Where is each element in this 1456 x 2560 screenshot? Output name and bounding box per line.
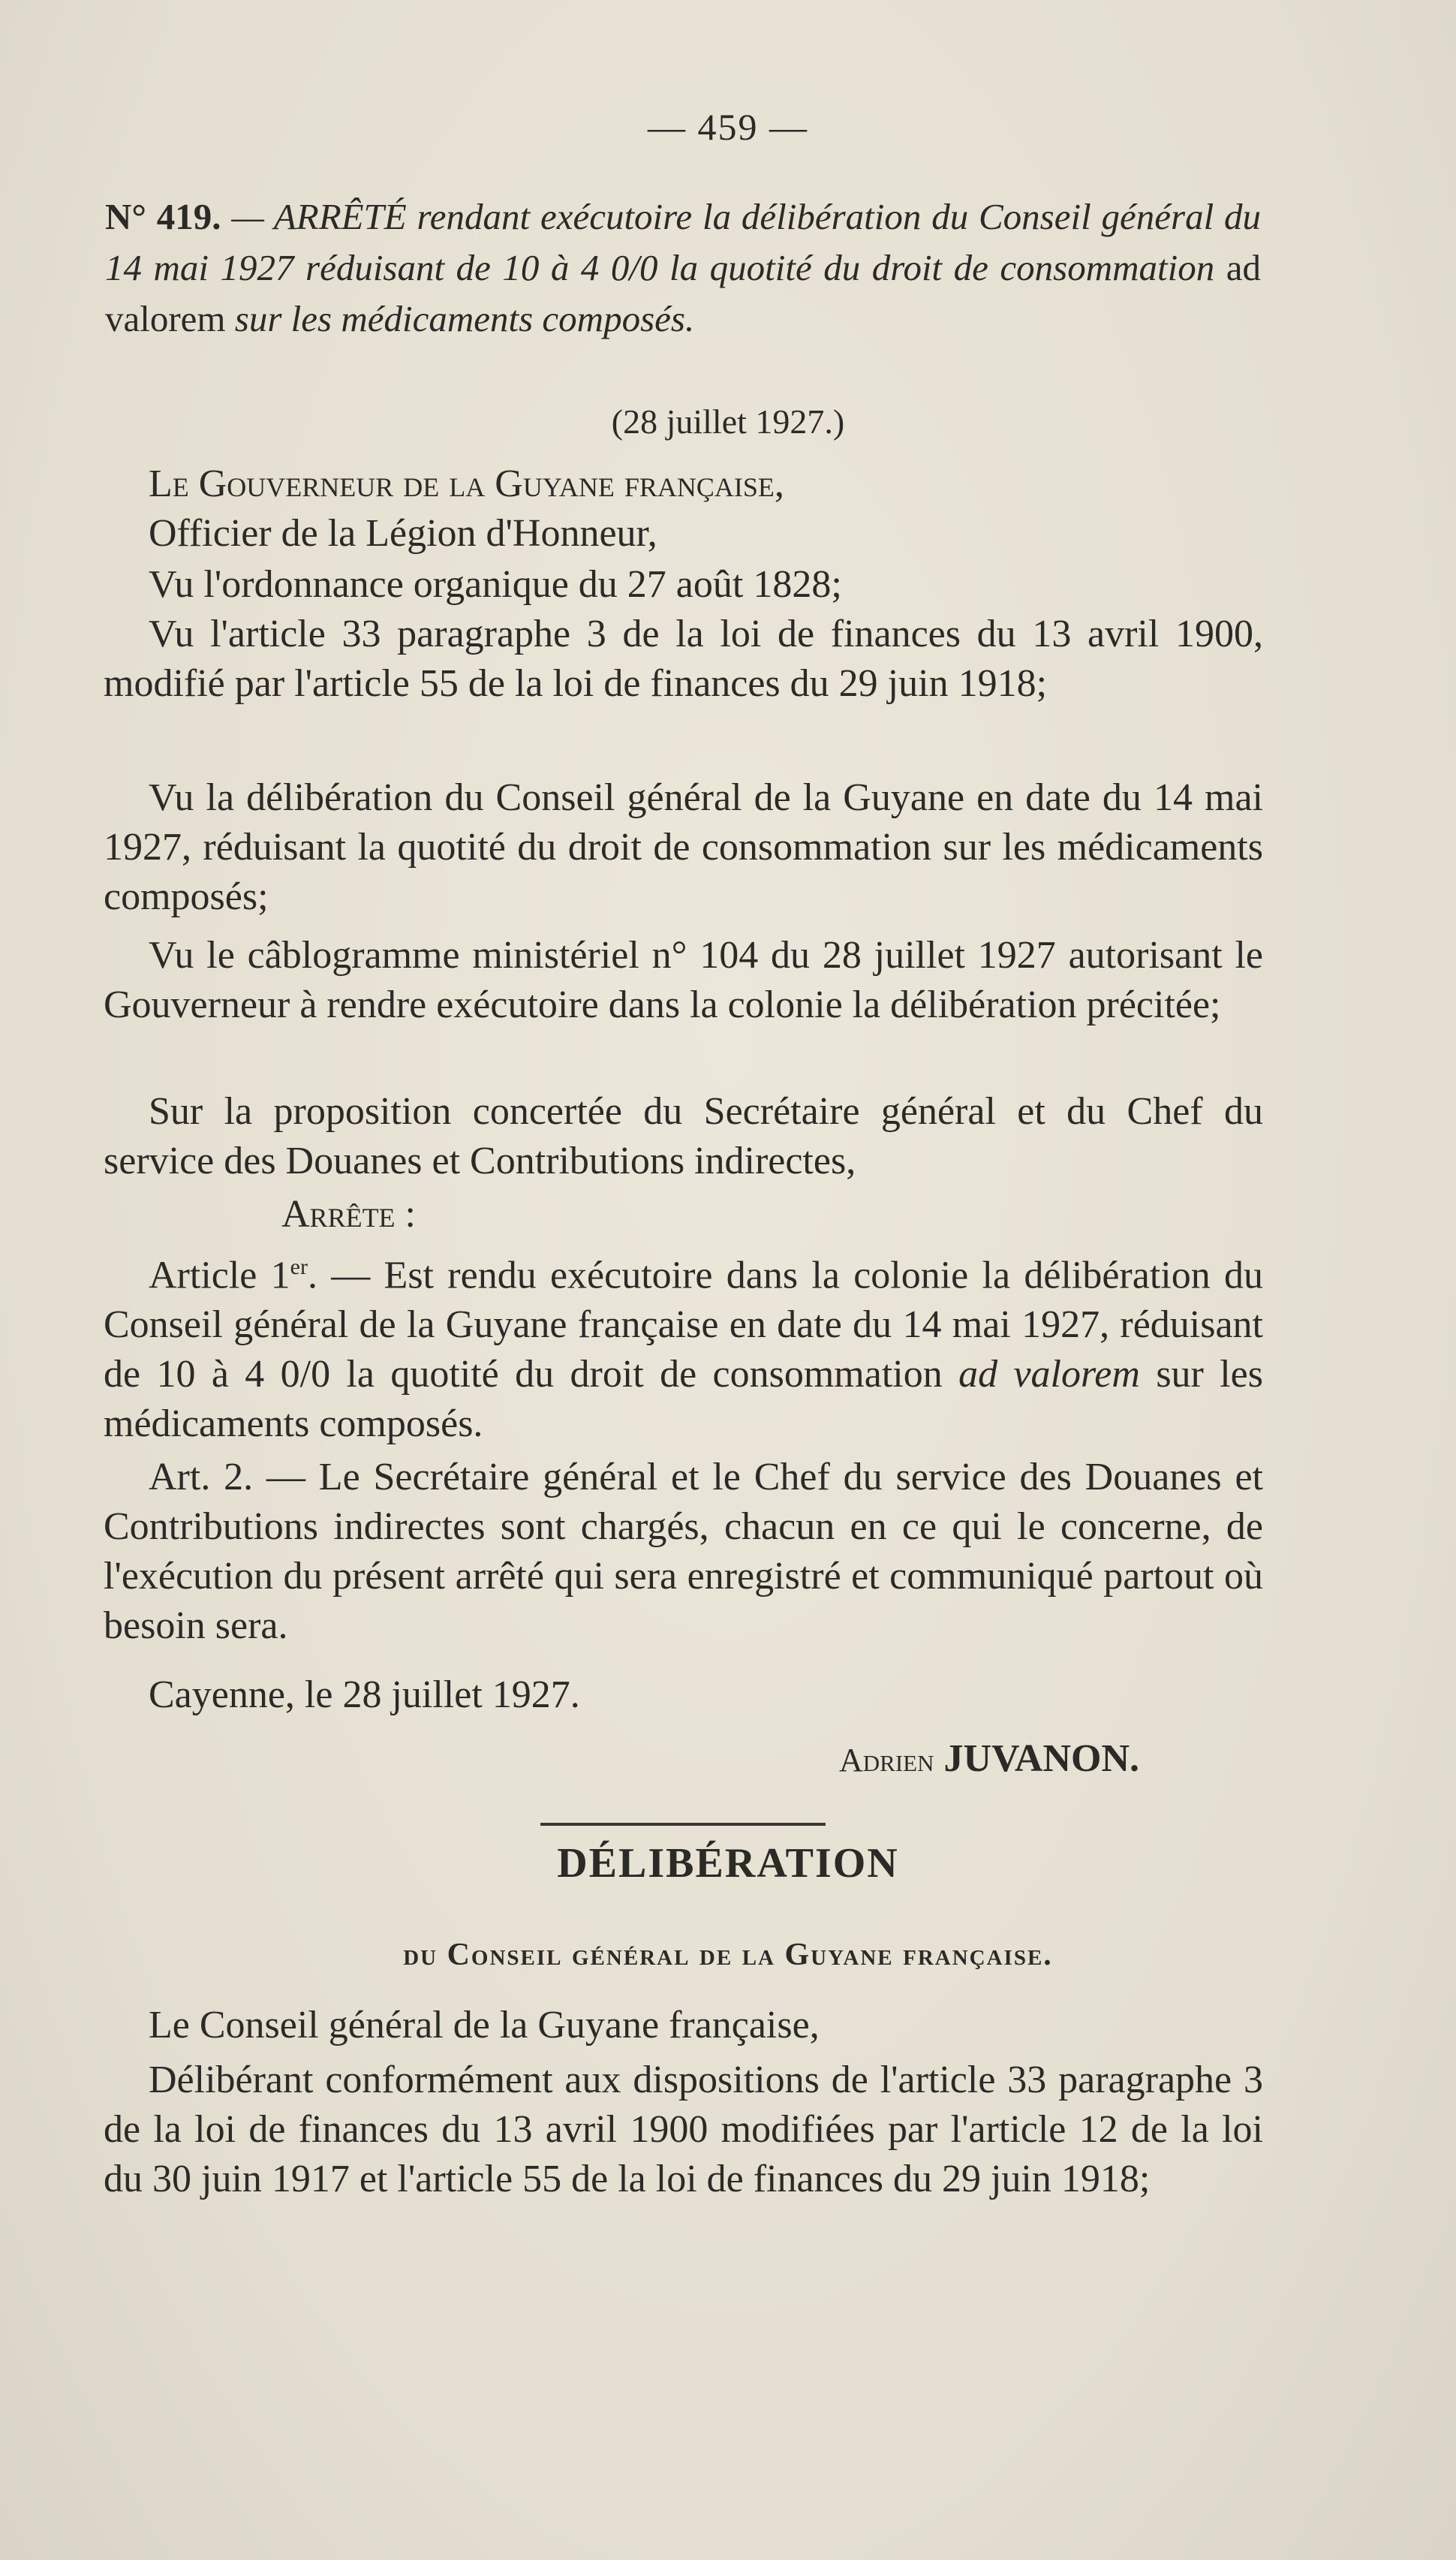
article-1-prefix: Article 1 xyxy=(149,1254,290,1297)
arrete-label-text: Arrête : xyxy=(281,1193,416,1236)
deliberation-subheading: du Conseil général de la Guyane française. xyxy=(403,1938,1053,1972)
place-date: Cayenne, le 28 juillet 1927. xyxy=(149,1673,580,1716)
arrete-title-end: sur les médicaments composés. xyxy=(234,298,695,339)
governor-text: Le Gouverneur de la Guyane française, xyxy=(149,462,784,505)
article-1-end: sur les médicaments composés. xyxy=(104,1353,1263,1446)
arrete-title-text: — ARRÊTÉ rendant exécutoire la délibération du Conseil général du 14 mai 1927 réduisant de 10 à 4 0/0 la quotité du droit de consommation xyxy=(105,196,1262,288)
governor-line xyxy=(104,459,1263,509)
vu-deliberation: Vu la délibération du Conseil général de la Guyane en date du 14 mai 1927, réduisant la quotité du droit de consommation sur les médicaments composés; xyxy=(104,776,1263,918)
arrete-number: N° 419. xyxy=(105,196,221,237)
deliberation-heading: DÉLIBÉRATION xyxy=(557,1840,899,1887)
signature-last: JUVANON. xyxy=(943,1737,1139,1780)
article-1-adval: ad valorem xyxy=(958,1353,1140,1396)
vu-article: Vu l'article 33 paragraphe 3 de la loi de finances du 13 avril 1900, modifié par l'article 55 de la loi de finances du 29 juin 1918; xyxy=(104,613,1263,705)
proposition: Sur la proposition concertée du Secrétaire général et du Chef du service des Douanes et Contributions indirectes, xyxy=(104,1090,1263,1182)
article-1-sup: er xyxy=(290,1254,308,1279)
officer-line: Officier de la Légion d'Honneur, xyxy=(149,512,657,555)
vu-cablogramme: Vu le câblogramme ministériel n° 104 du 28 juillet 1927 autorisant le Gouverneur à rendre exécutoire dans la colonie la délibération précitée; xyxy=(104,934,1263,1026)
arrete-title xyxy=(105,191,1261,345)
page-number: — 459 — xyxy=(648,106,808,148)
arrete-date: (28 juillet 1927.) xyxy=(611,402,845,441)
vu-ordonnance: Vu l'ordonnance organique du 27 août 1828; xyxy=(149,563,842,606)
arrete-label xyxy=(281,1190,807,1239)
article-1 xyxy=(104,1242,1263,1449)
deliberation-text: Délibérant conformément aux dispositions de l'article 33 paragraphe 3 de la loi de finances du 13 avril 1900 modifiées par l'article 12 de la loi du 30 juin 1917 et l'article 55 de la loi de finances du 29 juin 1918; xyxy=(104,2059,1263,2200)
signature-first: Adrien xyxy=(838,1742,934,1778)
arrete-title-adval: ad valorem xyxy=(105,247,1262,339)
section-rule xyxy=(540,1823,826,1826)
article-1-text: . — Est rendu exécutoire dans la colonie la délibération du Conseil général de la Guyane française en date du 14 mai 1927, réduisant de 10 à 4 0/0 la quotité du droit de consommation xyxy=(104,1254,1264,1396)
signature xyxy=(104,1734,1139,1785)
deliberation-intro: Le Conseil général de la Guyane française, xyxy=(149,2004,820,2046)
article-2: Art. 2. — Le Secrétaire général et le Chef du service des Douanes et Contributions indirectes sont chargés, chacun en ce qui le concerne, de l'exécution du présent arrêté qui sera enregistré et communiqué partout où besoin sera. xyxy=(104,1456,1263,1647)
